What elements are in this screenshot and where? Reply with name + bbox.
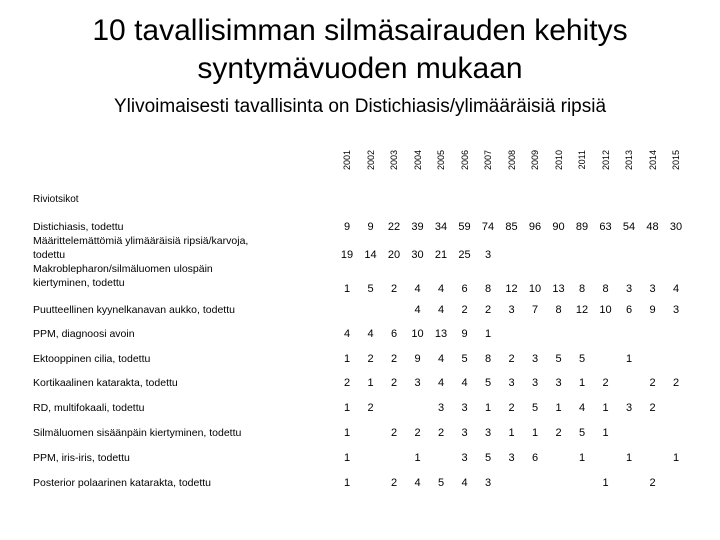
table-cell: 3 (508, 452, 515, 464)
table-cell: 2 (437, 427, 445, 439)
table-cell: 9 (649, 304, 656, 316)
table-cell: 2 (649, 402, 656, 414)
table-cell: 10 (528, 283, 542, 295)
table-cell: 3 (461, 452, 468, 464)
year-header: 2013 (624, 150, 634, 171)
table-cell: 2 (602, 377, 609, 389)
table-cell: 9 (461, 328, 468, 340)
table-cell: 30 (411, 249, 424, 261)
table-cell: 4 (437, 304, 445, 316)
table-cell: 19 (340, 249, 354, 261)
table-cell: 1 (625, 353, 633, 365)
table-cell: 2 (508, 402, 515, 414)
table-cell: 4 (672, 283, 680, 295)
table-cell: 3 (484, 249, 492, 261)
table-cell: 39 (411, 221, 424, 233)
table-cell: 2 (649, 477, 656, 489)
table-cell: 2 (343, 377, 351, 389)
table-cell: 1 (625, 452, 633, 464)
table-cell: 4 (414, 283, 421, 295)
table-cell: 1 (367, 377, 374, 389)
table-cell: 4 (437, 283, 445, 295)
table-cell: 2 (649, 377, 656, 389)
table-cell: 21 (434, 249, 448, 261)
row-label: Puutteellinen kyynelkanavan aukko, todettu (33, 304, 235, 316)
table-cell: 2 (390, 427, 398, 439)
year-header: 2007 (483, 150, 493, 171)
table-cell: 2 (390, 377, 398, 389)
page-title: 10 tavallisimman silmäsairauden kehitys syntymävuoden mukaan (92, 14, 628, 85)
year-header: 2005 (436, 150, 446, 171)
table-cell: 1 (343, 477, 351, 489)
row-label: Silmäluomen sisäänpäin kiertyminen, todettu (33, 427, 242, 439)
table-cell: 4 (343, 328, 351, 340)
table-cell: 1 (343, 283, 351, 295)
table-cell: 1 (343, 452, 351, 464)
table-cell: 6 (625, 304, 633, 316)
table-cell: 3 (437, 402, 445, 414)
year-header: 2012 (600, 150, 611, 171)
table-cell: 10 (599, 304, 612, 316)
table-cell: 2 (508, 353, 515, 365)
table-cell: 1 (531, 427, 539, 439)
table-cell: 9 (414, 353, 421, 365)
table-cell: 2 (367, 353, 374, 365)
table-cell: 5 (437, 477, 445, 489)
table-cell: 3 (484, 427, 492, 439)
table-cell: 3 (672, 304, 680, 316)
table-cell: 3 (508, 304, 515, 316)
table-cell: 7 (531, 304, 539, 316)
row-label: Ektooppinen cilia, todettu (33, 353, 151, 365)
table-cell: 1 (343, 427, 351, 439)
table-cell: 63 (599, 221, 612, 233)
table-cell: 4 (437, 353, 445, 365)
year-header: 2010 (553, 150, 564, 171)
table-cell: 8 (602, 283, 609, 295)
page-subtitle: Ylivoimaisesti tavallisinta on Distichiasis/ylimääräisiä ripsiä (113, 96, 607, 117)
table-cell: 3 (531, 353, 539, 365)
table-cell: 85 (505, 221, 518, 233)
table-cell: 1 (484, 328, 492, 340)
table-cell: 2 (484, 304, 492, 316)
table-cell: 96 (528, 221, 542, 233)
table-cell: 1 (602, 402, 609, 414)
table-cell: 8 (484, 283, 492, 295)
table-cell: 48 (646, 221, 659, 233)
table-cell: 1 (414, 452, 421, 464)
table-cell: 22 (387, 221, 401, 233)
table-cell: 59 (458, 221, 471, 233)
table-cell: 8 (484, 353, 492, 365)
table-cell: 3 (414, 377, 421, 389)
table-cell: 13 (552, 283, 565, 295)
table-cell: 3 (484, 477, 492, 489)
year-header-row (0, 0, 720, 190)
row-label: RD, multifokaali, todettu (33, 402, 145, 414)
year-header: 2001 (342, 150, 352, 171)
table-cell: 5 (578, 427, 586, 439)
row-label: PPM, iris-iris, todettu (33, 452, 130, 464)
table-cell: 2 (390, 477, 398, 489)
row-header-label: Riviotsikot (33, 194, 79, 205)
table-cell: 89 (575, 221, 589, 233)
year-header: 2003 (389, 150, 399, 171)
table-cell: 6 (390, 328, 398, 340)
table-cell: 1 (578, 452, 586, 464)
table-cell: 2 (461, 304, 468, 316)
year-header: 2002 (365, 150, 376, 171)
row-label: PPM, diagnoosi avoin (33, 328, 135, 340)
year-header: 2009 (530, 150, 540, 171)
row-label: Määrittelemättömiä ylimääräisiä ripsiä/karvoja, todettu (33, 235, 249, 261)
table-cell: 4 (414, 304, 421, 316)
year-header: 2006 (459, 150, 470, 171)
table-cell: 5 (367, 283, 374, 295)
year-header: 2015 (671, 150, 681, 171)
table-cell: 8 (555, 304, 562, 316)
table-cell: 6 (531, 452, 539, 464)
table-cell: 1 (578, 377, 586, 389)
table-cell: 10 (411, 328, 424, 340)
table-cell: 3 (508, 377, 515, 389)
table-cell: 6 (461, 283, 468, 295)
row-label: Distichiasis, todettu (33, 221, 124, 233)
table-cell: 5 (484, 452, 492, 464)
table-cell: 30 (669, 221, 683, 233)
table-cell: 12 (505, 283, 518, 295)
row-label: Kortikaalinen katarakta, todettu (33, 377, 178, 389)
year-header: 2008 (506, 150, 517, 171)
table-cell: 1 (602, 477, 609, 489)
year-header: 2014 (647, 150, 658, 171)
table-cell: 20 (387, 249, 401, 261)
table-cell: 2 (672, 377, 680, 389)
table-cell: 1 (602, 427, 609, 439)
table-cell: 14 (364, 249, 377, 261)
table-cell: 3 (461, 402, 468, 414)
table-cell: 2 (367, 402, 374, 414)
table-cell: 4 (437, 377, 445, 389)
table-cell: 12 (575, 304, 589, 316)
table-cell: 1 (672, 452, 680, 464)
table-cell: 4 (367, 328, 374, 340)
row-label: Makroblepharon/silmäluomen ulospäin kiertyminen, todettu (33, 263, 213, 289)
table-cell: 4 (414, 477, 421, 489)
table-cell: 3 (531, 377, 539, 389)
table-cell: 9 (343, 221, 351, 233)
table-cell: 1 (508, 427, 515, 439)
table-cell: 25 (458, 249, 471, 261)
table-cell: 5 (461, 353, 468, 365)
table-cell: 5 (531, 402, 539, 414)
year-header: 2011 (577, 150, 587, 170)
table-cell: 1 (343, 402, 351, 414)
table-cell: 2 (555, 427, 562, 439)
table-cell: 4 (461, 377, 468, 389)
table-cell: 2 (390, 283, 398, 295)
row-label: Posterior polaarinen katarakta, todettu (33, 477, 212, 489)
table-cell: 3 (649, 283, 656, 295)
table-cell: 3 (625, 283, 633, 295)
table-cell: 3 (625, 402, 633, 414)
table-cell: 5 (484, 377, 492, 389)
table-cell: 5 (578, 353, 586, 365)
table-cell: 34 (434, 221, 448, 233)
table-cell: 54 (622, 221, 636, 233)
table-cell: 2 (390, 353, 398, 365)
table-cell: 1 (484, 402, 492, 414)
year-header: 2004 (412, 150, 423, 171)
table-cell: 3 (461, 427, 468, 439)
table-cell: 2 (414, 427, 421, 439)
table-cell: 3 (555, 377, 562, 389)
table-cell: 90 (552, 221, 565, 233)
table-cell: 4 (578, 402, 586, 414)
table-cell: 74 (481, 221, 495, 233)
table-cell: 5 (555, 353, 562, 365)
table-cell: 1 (343, 353, 351, 365)
table-cell: 13 (434, 328, 448, 340)
table-cell: 8 (578, 283, 586, 295)
table-cell: 4 (461, 477, 468, 489)
table-cell: 9 (367, 221, 374, 233)
table-cell: 1 (555, 402, 562, 414)
